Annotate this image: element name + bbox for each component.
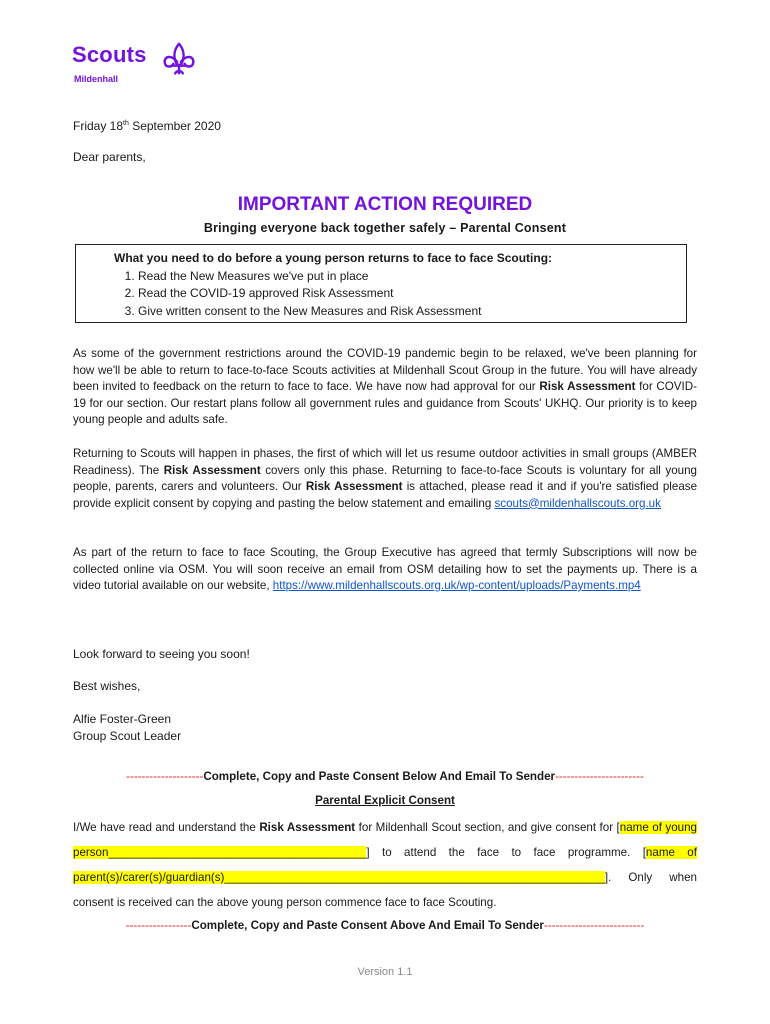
consent-statement: I/We have read and understand the Risk Assessment for Mildenhall Scout section, and give consent for [name of young person________________________________________] to attend the face to face programme. [name of parent(s)/carer(s)/guardian(s)___________________________________________________________]. Only when consent is received can the above young person commence face to face Scouting.: [73, 821, 697, 909]
sign-off: Best wishes,: [73, 679, 141, 693]
signer-name: Alfie Foster-Green: [73, 712, 172, 726]
action-item: 1. Read the New Measures we've put in place: [138, 268, 686, 286]
headline: IMPORTANT ACTION REQUIRED: [237, 194, 533, 215]
action-list: [114, 268, 686, 321]
action-box-title: What you need to do before a young person returns to face to face Scouting:: [114, 251, 553, 265]
letter-date: Friday 18th September 2020: [73, 119, 221, 133]
version-label: Version 1.1: [357, 966, 413, 978]
divider-top: --------------------Complete, Copy and Paste Consent Below And Email To Sender-----------------------: [126, 770, 644, 783]
email-link[interactable]: scouts@mildenhallscouts.org.uk: [494, 496, 661, 510]
logo-group-name: Mildenhall: [74, 74, 119, 84]
fleur-de-lis-icon: [160, 41, 198, 79]
paragraph-subscriptions: As part of the return to face to face Scouting, the Group Executive has agreed that termly Subscriptions will now be collected online via OSM. You will soon receive an email from OSM detailing how to set the payments up. There is a video tutorial available on our website, https://www.mildenhallscouts.org.uk/wp-content/uploads/Payments.mp4: [73, 546, 697, 592]
logo-wordmark: Scouts: [72, 42, 147, 67]
payments-video-link[interactable]: https://www.mildenhallscouts.org.uk/wp-content/uploads/Payments.mp4: [272, 579, 641, 592]
closing-line: Look forward to seeing you soon!: [73, 647, 250, 661]
young-person-name-field[interactable]: name of young person________________________________________: [73, 821, 697, 859]
divider-bottom: -----------------Complete, Copy and Paste Consent Above And Email To Sender--------------------------: [125, 919, 645, 932]
paragraph-restrictions: As some of the government restrictions around the COVID-19 pandemic begin to be relaxed, we've been planning for how we'll be able to return to face-to-face Scouts activities at Mildenhall Scout Group in the future. You will have already been invited to feedback on the return to face to face. We have now had approval for our Risk Assessment for COVID-19 for our section. Our restart plans follow all government rules and guidance from Scouts' UKHQ. Our priority is to keep young people and adults safe.: [73, 347, 697, 426]
signer-role: Group Scout Leader: [73, 729, 182, 743]
paragraph-phases: Returning to Scouts will happen in phases, the first of which will let us resume outdoor activities in small groups (AMBER Readiness). The Risk Assessment covers only this phase. Returning to face-to-face Scouts is voluntary for all young people, parents, carers and volunteers. Our Risk Assessment is attached, please read it and if you're satisfied please provide explicit consent by copying and pasting the below statement and emailing scouts@mildenhallscouts.org.uk: [73, 447, 698, 510]
action-box: [75, 244, 687, 323]
action-item: 2. Read the COVID-19 approved Risk Assessment: [138, 285, 686, 303]
consent-title: Parental Explicit Consent: [315, 794, 455, 807]
subheading: Bringing everyone back together safely – Parental Consent: [203, 221, 567, 235]
scouts-logo: [72, 42, 147, 84]
action-item: 3. Give written consent to the New Measures and Risk Assessment: [138, 303, 686, 321]
greeting: Dear parents,: [73, 150, 146, 164]
parent-name-field[interactable]: name of parent(s)/carer(s)/guardian(s)___________________________________________________________: [73, 846, 697, 884]
